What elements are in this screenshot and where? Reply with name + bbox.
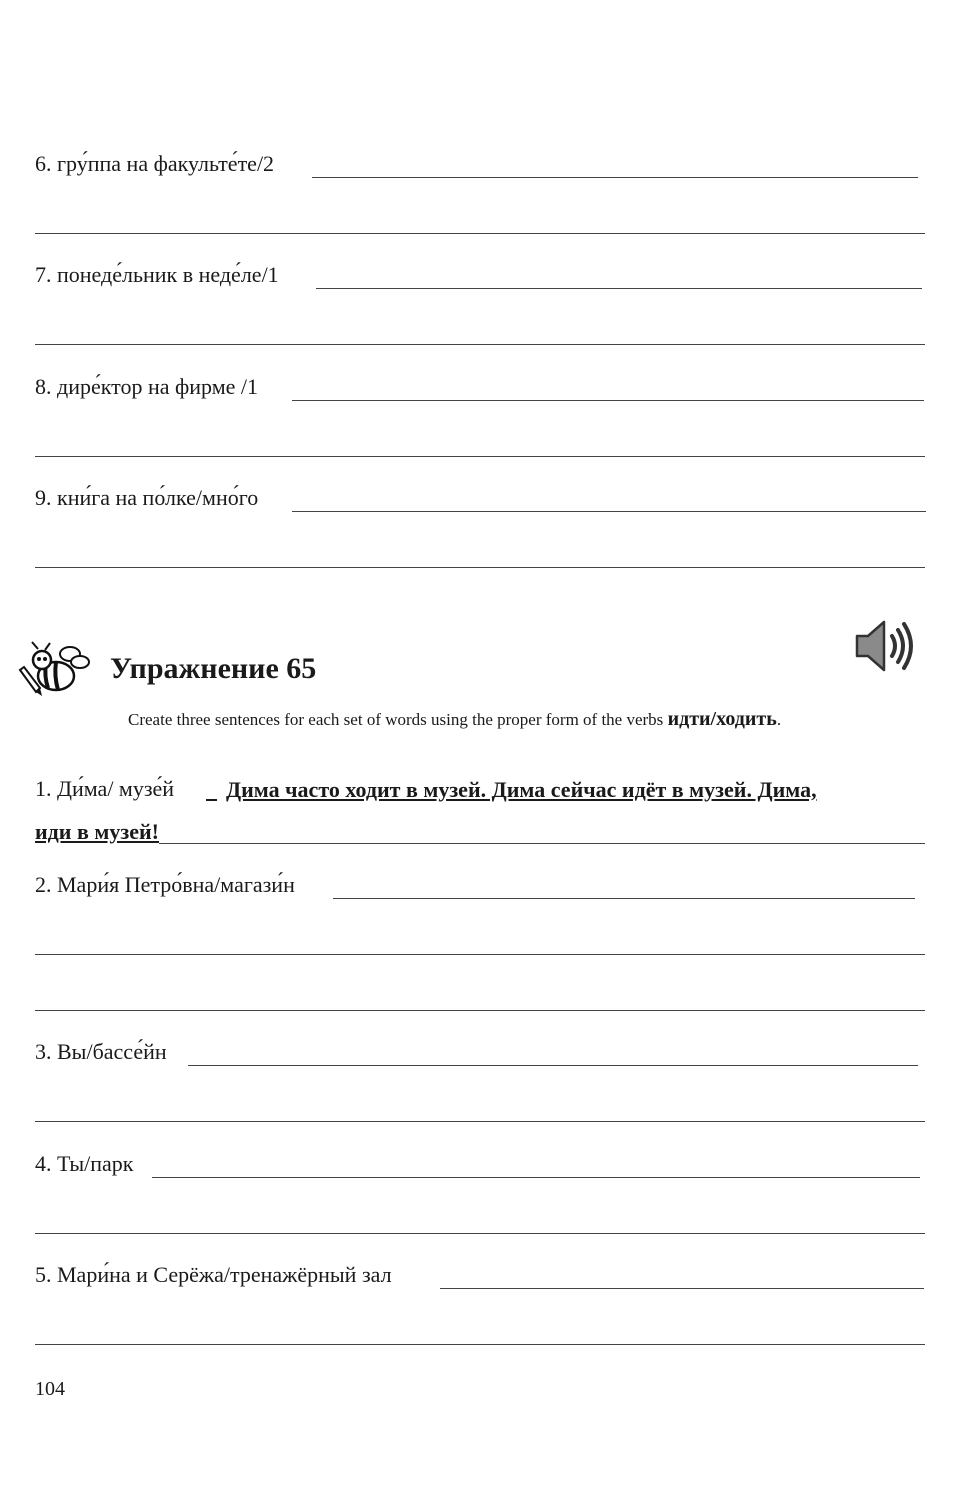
item-3-prompt: 3. Вы/бассе́йн (35, 1040, 175, 1064)
item-9-prompt: 9. кни́га на по́лке/мно́го (35, 486, 266, 510)
answer-line[interactable] (35, 1344, 925, 1345)
speaker-icon[interactable] (852, 614, 918, 678)
instruction-period: . (776, 710, 782, 729)
item-6-prompt: 6. гру́ппа на факульте́те/2 (35, 152, 282, 176)
page-number: 104 (35, 1378, 65, 1400)
exercise-title: Упражнение 65 (110, 652, 317, 685)
answer-line[interactable] (35, 1121, 925, 1122)
answer-line[interactable] (35, 344, 925, 345)
item-5-prompt: 5. Мари́на и Серёжа/тренажёрный зал (35, 1263, 400, 1287)
example-answer-line-1: Дима часто ходит в музей. Дима сейчас идёт в музей. Дима, (226, 777, 817, 802)
item-8-prompt: 8. дире́ктор на фирме /1 (35, 375, 266, 399)
example-answer-line-2: иди в музей! (35, 819, 159, 844)
answer-line[interactable] (35, 1010, 925, 1011)
item-7-prompt: 7. понеде́льник в неде́ле/1 (35, 263, 287, 287)
item-4-prompt: 4. Ты/парк (35, 1152, 141, 1176)
answer-line[interactable] (35, 456, 925, 457)
answer-line[interactable] (35, 233, 925, 234)
example-prompt: 1. Ди́ма/ музе́й (35, 777, 182, 801)
bee-icon (14, 640, 94, 700)
instruction-verbs: идти/ходить (667, 708, 777, 730)
item-2-prompt: 2. Мари́я Петро́вна/магази́н (35, 873, 303, 897)
answer-line[interactable] (35, 567, 925, 568)
exercise-instruction (128, 708, 781, 731)
answer-line[interactable] (35, 1233, 925, 1234)
answer-line[interactable] (35, 954, 925, 955)
instruction-text: Create three sentences for each set of words using the proper form of the verbs (128, 710, 664, 729)
